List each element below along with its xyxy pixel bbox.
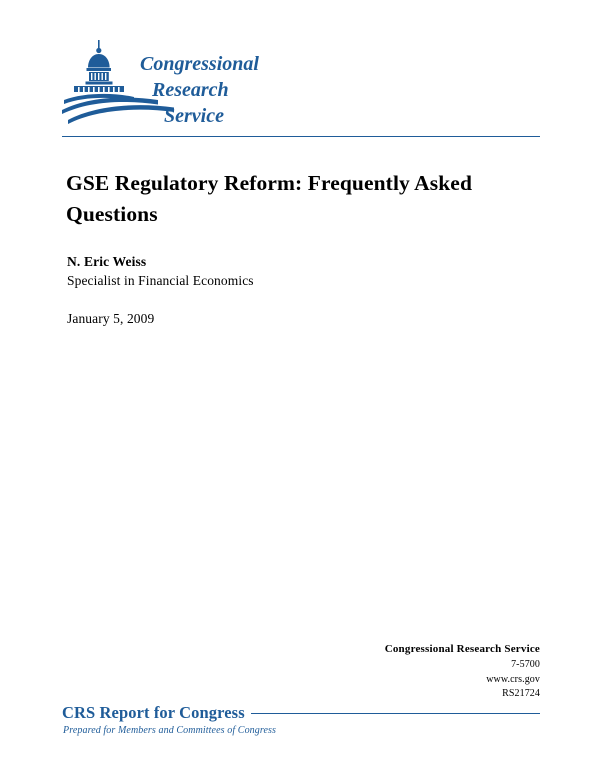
document-date: January 5, 2009 [67, 311, 155, 326]
footer-phone: 7-5700 [511, 659, 540, 670]
crs-prepared-for: Prepared for Members and Committees of Congress [63, 725, 277, 736]
masthead [62, 34, 540, 144]
page-title: GSE Regulatory Reform: Frequently Asked Questions [66, 171, 473, 226]
logo-line-2: Research [152, 79, 229, 101]
masthead-divider [62, 136, 540, 137]
logo-line-3: Service [164, 105, 224, 127]
footer-website[interactable]: www.crs.gov [486, 673, 540, 685]
author-name: N. Eric Weiss [67, 254, 147, 269]
logo-line-1: Congressional [140, 53, 259, 75]
footer-report-number: RS21724 [502, 688, 540, 699]
crs-report-label: CRS Report for Congress [62, 703, 251, 723]
author-title: Specialist in Financial Economics [67, 273, 254, 288]
footer-contact-block [280, 643, 540, 702]
footer-organization: Congressional Research Service [384, 643, 540, 655]
